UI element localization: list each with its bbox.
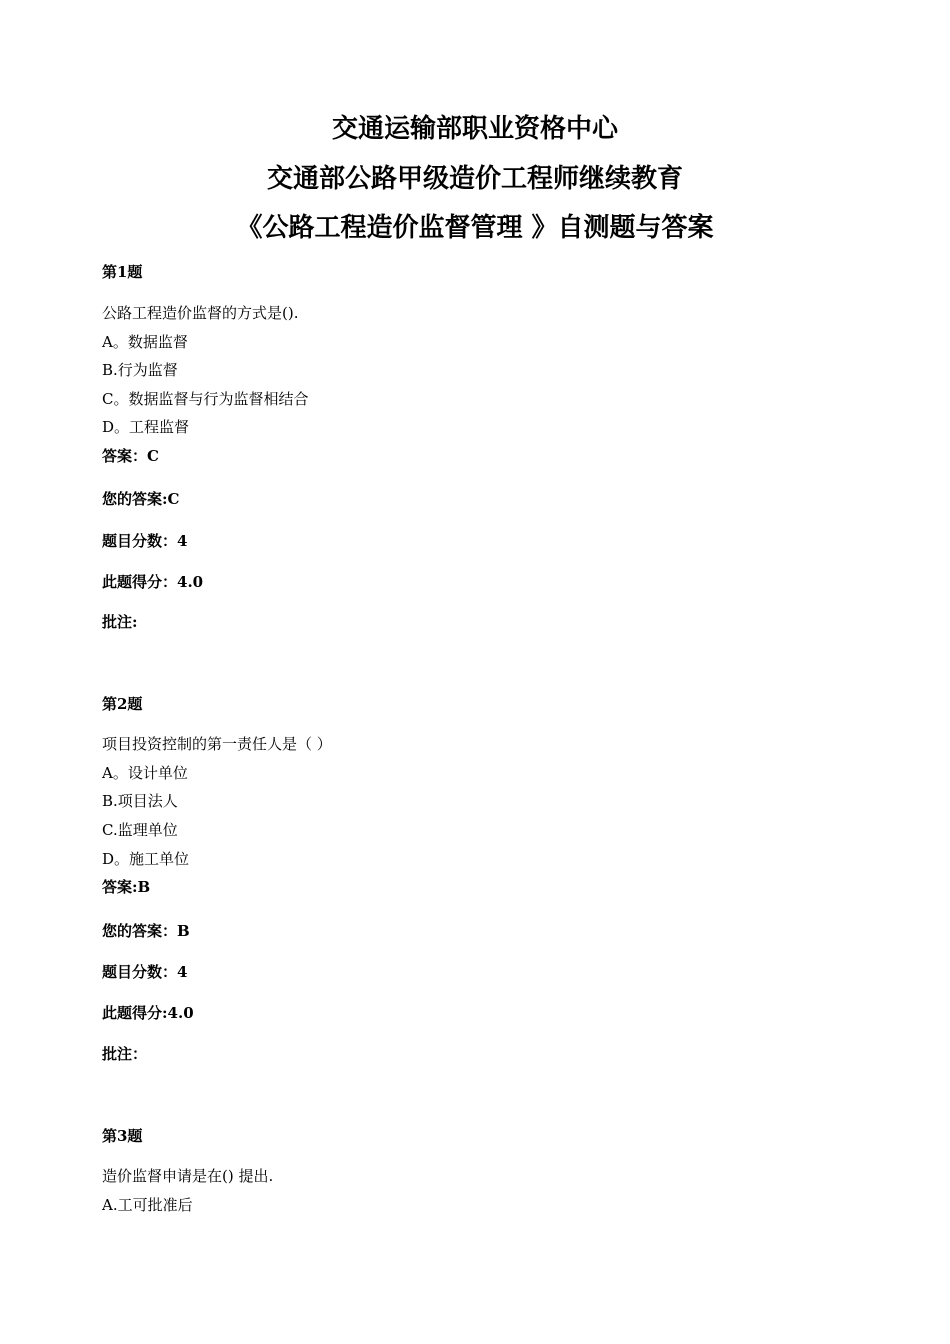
document-title-course: 交通部公路甲级造价工程师继续教育 bbox=[266, 164, 683, 194]
document-title-org: 交通运输部职业资格中心 bbox=[331, 114, 618, 144]
question-heading: 第1题 bbox=[102, 263, 143, 281]
option-c: C.监理单位 bbox=[102, 821, 178, 839]
earned-score: 此题得分:4.0 bbox=[102, 1004, 194, 1022]
option-c: C。数据监督与行为监督相结合 bbox=[102, 390, 309, 408]
option-a: A。数据监督 bbox=[102, 333, 188, 351]
option-b: B.行为监督 bbox=[102, 361, 178, 379]
earned-score: 此题得分：4.0 bbox=[102, 573, 204, 591]
option-b: B.项目法人 bbox=[102, 792, 178, 810]
correct-answer: 答案:B bbox=[102, 878, 151, 896]
your-answer: 您的答案:C bbox=[102, 490, 180, 508]
option-d: D。施工单位 bbox=[102, 850, 190, 868]
option-a: A。设计单位 bbox=[102, 764, 188, 782]
question-score: 题目分数：4 bbox=[102, 963, 188, 981]
question-heading: 第3题 bbox=[102, 1127, 143, 1145]
option-d: D。工程监督 bbox=[102, 418, 190, 436]
question-stem: 项目投资控制的第一责任人是（ ） bbox=[102, 735, 332, 753]
question-stem: 公路工程造价监督的方式是(). bbox=[102, 304, 299, 322]
comment-label: 批注： bbox=[102, 1045, 148, 1063]
question-score: 题目分数：4 bbox=[102, 532, 188, 550]
correct-answer: 答案：C bbox=[102, 447, 159, 465]
option-a: A.工可批准后 bbox=[102, 1196, 193, 1214]
your-answer: 您的答案：B bbox=[102, 922, 190, 940]
question-stem: 造价监督申请是在() 提出. bbox=[102, 1167, 274, 1185]
question-heading: 第2题 bbox=[102, 695, 143, 713]
comment-label: 批注: bbox=[102, 613, 138, 631]
document-title-subject: 《公路工程造价监督管理 》自测题与答案 bbox=[236, 213, 714, 243]
